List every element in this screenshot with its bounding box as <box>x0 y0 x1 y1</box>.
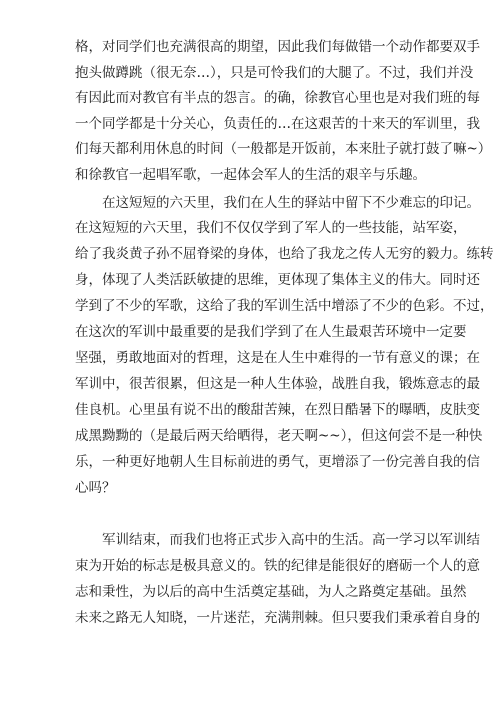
text-line: 在这次的军训中最重要的是我们学到了在人生最艰苦环境中一定要 <box>75 324 467 340</box>
text-line: 抱头做蹲跳（很无奈…），只是可怜我们的大腿了。不过，我们并没 <box>75 65 474 81</box>
text-line: 坚强，勇敢地面对的哲理，这是在人生中难得的一节有意义的课；在 <box>75 350 480 366</box>
text-line: 在这短短的六天里，我们不仅仅学到了军人的一些技能，站军姿， <box>75 220 467 236</box>
text-line: 有因此而对教官有半点的怨言。的确，徐教官心里也是对我们班的每 <box>75 90 480 106</box>
text-line: 心吗？ <box>75 480 116 496</box>
text-line: 学到了不少的军歌，这给了我的军训生活中增添了不少的色彩。不过， <box>75 298 494 314</box>
text-line: 们每天都利用休息的时间（一般都是开饭前，本来肚子就打鼓了嘛~） <box>75 141 492 157</box>
text-line: 格，对同学们也充满很高的期望，因此我们每做错一个动作都要双手 <box>75 39 480 55</box>
text-line: 未来之路无人知晓，一片迷茫，充满荆棘。但只要我们秉承着自身的 <box>75 610 480 626</box>
text-line: 军训中，很苦很累，但这是一种人生体验，战胜自我，锻炼意志的最 <box>75 376 480 392</box>
text-line: 乐，一种更好地朝人生目标前进的勇气，更增添了一份完善自我的信 <box>75 454 480 470</box>
text-line: 给了我炎黄子孙不屈脊梁的身体，也给了我龙之传人无穷的毅力。练转 <box>75 246 494 262</box>
paragraph-start-line: 军训结束，而我们也将正式步入高中的生活。高一学习以军训结 <box>102 532 480 548</box>
text-line: 志和秉性，为以后的高中生活奠定基础，为人之路奠定基础。虽然 <box>75 584 467 600</box>
paragraph-start-line: 在这短短的六天里，我们在人生的驿站中留下不少难忘的印记。 <box>102 195 480 211</box>
text-line: 束为开始的标志是极具意义的。铁的纪律是能很好的磨砺一个人的意 <box>75 558 480 574</box>
text-line: 成黑黝黝的（是最后两天给晒得，老天啊~~），但这何尝不是一种快 <box>75 428 483 444</box>
text-line: 佳良机。心里虽有说不出的酸甜苦辣，在烈日酷暑下的曝晒，皮肤变 <box>75 402 480 418</box>
text-line: 一个同学都是十分关心，负责任的…在这艰苦的十来天的军训里，我 <box>75 116 480 132</box>
text-line: 和徐教官一起唱军歌，一起体会军人的生活的艰辛与乐趣。 <box>75 167 426 183</box>
text-line: 身，体现了人类活跃敏捷的思维，更体现了集体主义的伟大。同时还 <box>75 272 480 288</box>
